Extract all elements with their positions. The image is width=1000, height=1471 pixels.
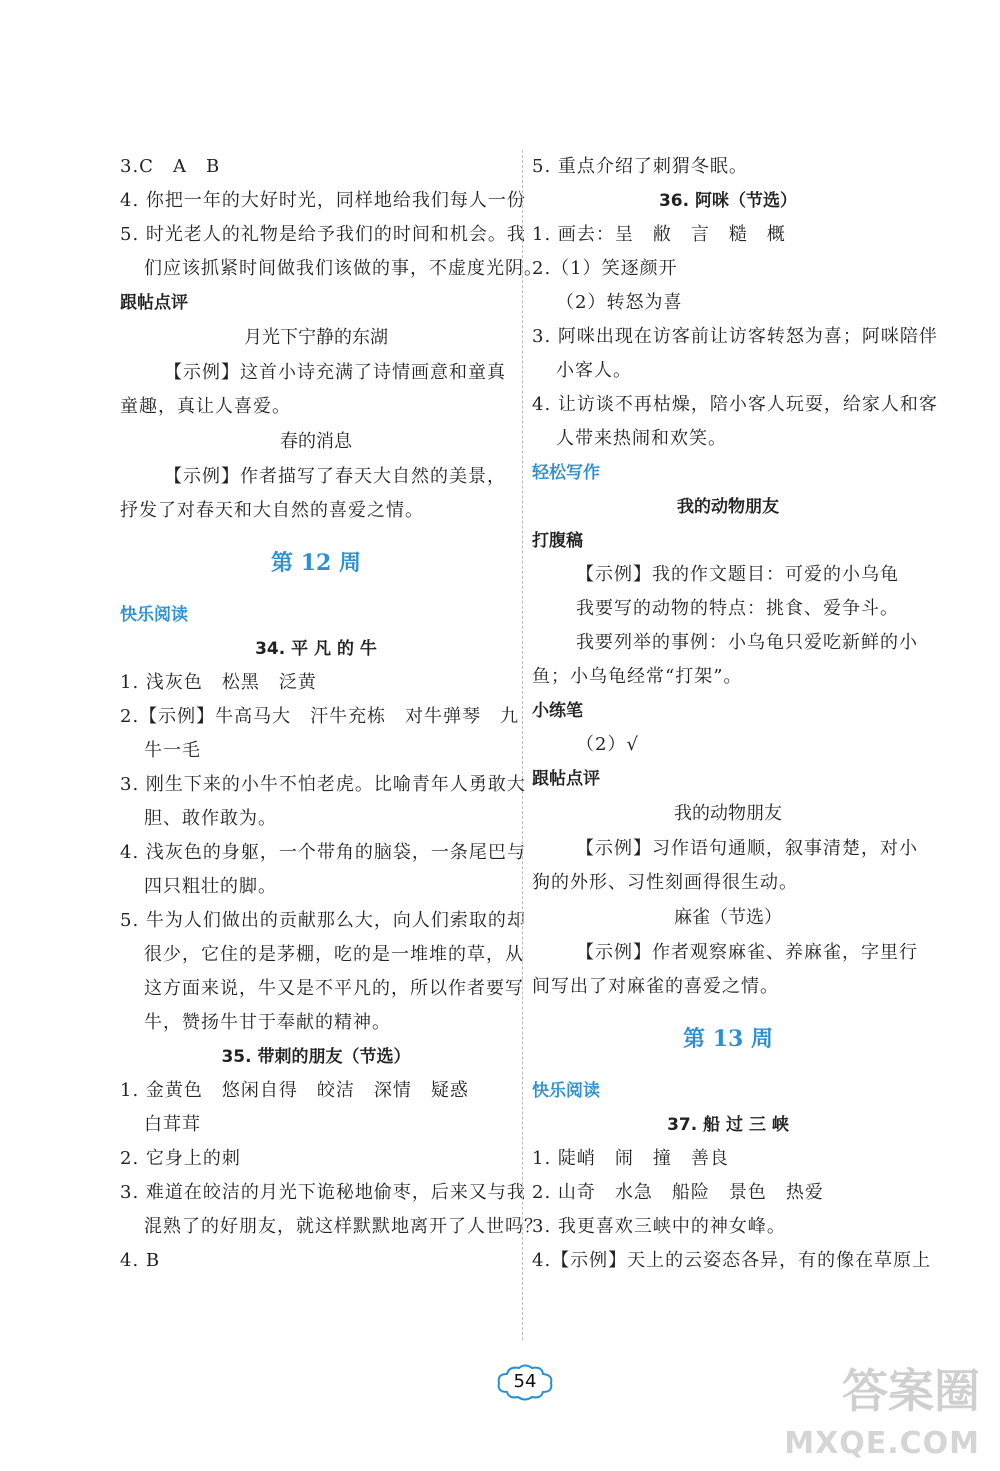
answer-line: 5. 时光老人的礼物是给予我们的时间和机会。我 xyxy=(120,224,526,245)
answer-line: 2.（1）笑逐颜开 xyxy=(532,258,678,279)
writing-title: 我的动物朋友 xyxy=(677,497,779,517)
answer-line: 抒发了对春天和大自然的喜爱之情。 xyxy=(120,500,424,521)
answer-line: （2）转怒为喜 xyxy=(556,292,683,313)
answer-line: 【示例】习作语句通顺，叙事清楚，对小 xyxy=(576,838,918,859)
answer-line: 4. 浅灰色的身躯，一个带角的脑袋，一条尾巴与 xyxy=(120,842,526,863)
answer-line: 3. 难道在皎洁的月光下诡秘地偷枣，后来又与我 xyxy=(120,1182,526,1203)
column-divider xyxy=(522,150,523,1340)
week-heading: 第 13 周 xyxy=(683,1026,773,1052)
answer-line: 童趣，真让人喜爱。 xyxy=(120,396,291,417)
writing-title: 我的动物朋友 xyxy=(674,803,782,824)
lesson-title: 34. 平 凡 的 牛 xyxy=(255,639,377,659)
answer-line: 小客人。 xyxy=(556,360,632,381)
answer-line: 4. B xyxy=(120,1250,161,1271)
left-column xyxy=(120,150,543,1278)
answer-line: 4.【示例】天上的云姿态各异，有的像在草原上 xyxy=(532,1250,932,1271)
section-heading-xiaolianbi: 小练笔 xyxy=(532,701,583,721)
answer-line: 【示例】作者描写了春天大自然的美景， xyxy=(164,466,506,487)
lesson-title: 37. 船 过 三 峡 xyxy=(667,1115,789,1135)
answer-line: 混熟了的好朋友，就这样默默地离开了人世吗？ xyxy=(144,1216,543,1237)
week-heading: 第 12 周 xyxy=(271,550,361,576)
answer-line: 我要列举的事例：小乌龟只爱吃新鲜的小 xyxy=(576,632,918,653)
answer-line: 牛，赞扬牛甘于奉献的精神。 xyxy=(144,1012,391,1033)
writing-title: 麻雀（节选） xyxy=(674,907,782,928)
answer-line: 5. 牛为人们做出的贡献那么大，向人们索取的却 xyxy=(120,910,526,931)
answer-line: 【示例】我的作文题目：可爱的小乌龟 xyxy=(576,564,899,585)
answer-line: 白茸茸 xyxy=(144,1114,201,1135)
answer-line: 胆、敢作敢为。 xyxy=(144,808,277,829)
answer-line: 们应该抓紧时间做我们该做的事，不虚度光阴。 xyxy=(144,258,543,279)
page-number-badge xyxy=(495,1362,555,1402)
section-heading-dafugao: 打腹稿 xyxy=(532,531,583,551)
answer-line: 1. 浅灰色 松黑 泛黄 xyxy=(120,672,317,693)
answer-line: 1. 画去：呈 敝 言 糙 概 xyxy=(532,224,786,245)
answer-line: 鱼；小乌龟经常“打架”。 xyxy=(532,666,743,687)
answer-line: 1. 陡峭 闹 撞 善良 xyxy=(532,1148,729,1169)
answer-line: （2）√ xyxy=(576,734,639,755)
answer-line: 4. 你把一年的大好时光，同样地给我们每人一份 xyxy=(120,190,526,211)
answer-line: 四只粗壮的脚。 xyxy=(144,876,277,897)
answer-line: 4. 让访谈不再枯燥，陪小客人玩耍，给家人和客 xyxy=(532,394,938,415)
answer-line: 2.【示例】牛高马大 汗牛充栋 对牛弹琴 九 xyxy=(120,706,520,727)
page-number: 54 xyxy=(513,1371,537,1392)
watermark xyxy=(780,1341,980,1461)
answer-line: 2. 它身上的刺 xyxy=(120,1148,241,1169)
lesson-title: 35. 带刺的朋友（节选） xyxy=(221,1047,411,1067)
answer-line: 人带来热闹和欢笑。 xyxy=(556,428,727,449)
watermark-url: MXQE.COM xyxy=(784,1426,980,1461)
section-heading-kuaile: 快乐阅读 xyxy=(120,605,188,625)
answer-line: 间写出了对麻雀的喜爱之情。 xyxy=(532,976,779,997)
answer-line: 牛一毛 xyxy=(144,740,201,761)
poem-title: 春的消息 xyxy=(280,431,352,452)
answer-line: 【示例】这首小诗充满了诗情画意和童真 xyxy=(164,362,506,383)
answer-line: 1. 金黄色 悠闲自得 皎洁 深情 疑惑 xyxy=(120,1080,469,1101)
answer-line: 这方面来说，牛又是不平凡的，所以作者要写 xyxy=(144,978,524,999)
section-heading-gentie: 跟帖点评 xyxy=(120,293,188,313)
answer-line: 3. 阿咪出现在访客前让访客转怒为喜；阿咪陪伴 xyxy=(532,326,938,347)
answer-line: 3. 刚生下来的小牛不怕老虎。比喻青年人勇敢大 xyxy=(120,774,526,795)
section-heading-qingsong: 轻松写作 xyxy=(532,463,600,483)
answer-line: 3. 我更喜欢三峡中的神女峰。 xyxy=(532,1216,786,1237)
watermark-logo-text: 答案圈 xyxy=(842,1364,980,1418)
right-column xyxy=(532,150,938,1278)
answer-line: 狗的外形、习性刻画得很生动。 xyxy=(532,872,798,893)
section-heading-gentie: 跟帖点评 xyxy=(532,769,600,789)
answer-line: 我要写的动物的特点：挑食、爱争斗。 xyxy=(576,598,899,619)
section-heading-kuaile: 快乐阅读 xyxy=(532,1081,600,1101)
answer-line: 【示例】作者观察麻雀、养麻雀，字里行 xyxy=(576,942,918,963)
answer-line: 5. 重点介绍了刺猬冬眠。 xyxy=(532,156,748,177)
answer-line: 3.C A B xyxy=(120,156,221,177)
lesson-title: 36. 阿咪（节选） xyxy=(658,191,798,211)
poem-title: 月光下宁静的东湖 xyxy=(244,327,388,348)
answer-line: 很少，它住的是茅棚，吃的是一堆堆的草，从 xyxy=(144,944,524,965)
answer-line: 2. 山奇 水急 船险 景色 热爱 xyxy=(532,1182,824,1203)
